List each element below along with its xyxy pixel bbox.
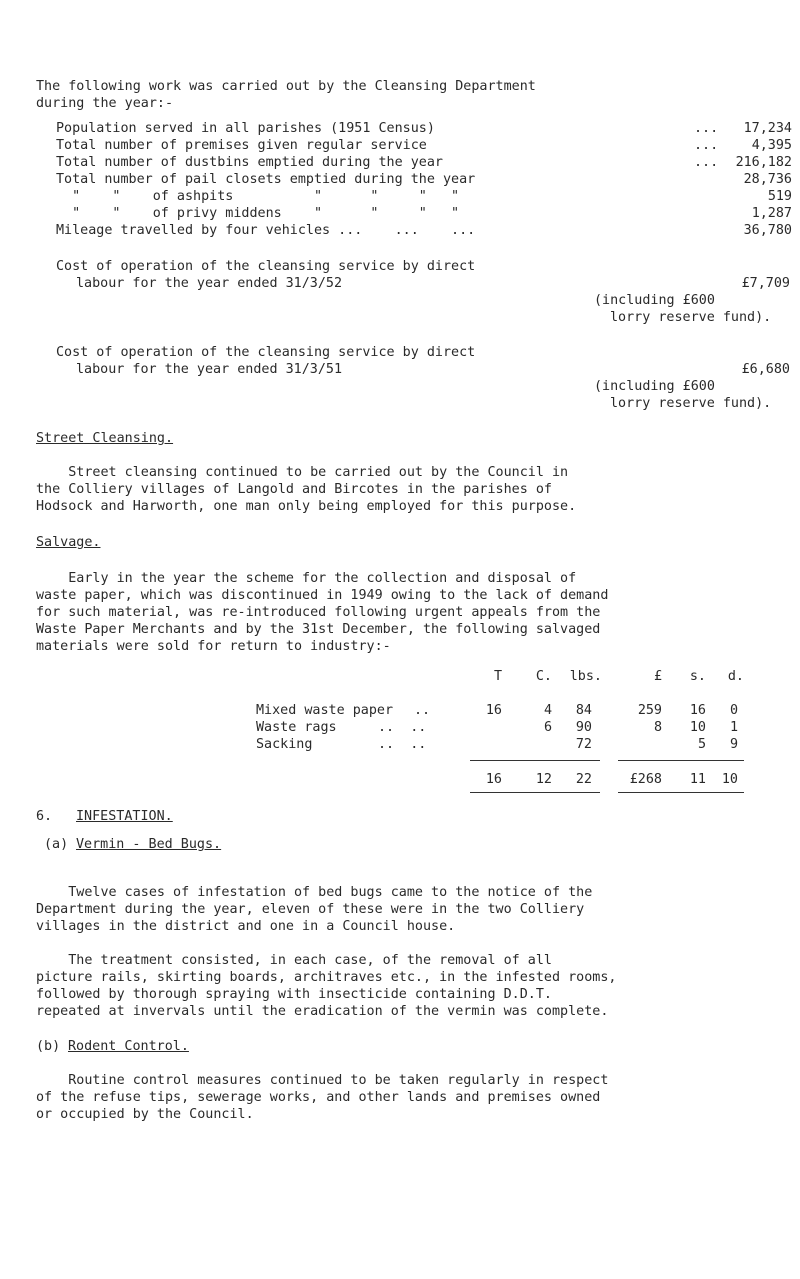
stat-value: 519	[767, 189, 792, 204]
table-cell-lbs: 84	[575, 703, 592, 718]
stat-value: 216,182	[735, 155, 792, 170]
total-shillings: 11	[689, 772, 706, 787]
stat-label: Population served in all parishes (1951 Census)	[56, 121, 435, 136]
table-cell-shillings: 16	[689, 703, 706, 718]
cost-2-line-2: labour for the year ended 31/3/51	[76, 362, 343, 377]
stat-label: Total number of premises given regular service	[56, 138, 427, 153]
rodent-paragraph-line: or occupied by the Council.	[36, 1107, 254, 1122]
totals-rule-money	[618, 760, 744, 761]
subsection-b-heading: Rodent Control.	[68, 1039, 189, 1054]
table-row-dots: .. ..	[378, 737, 427, 752]
cost-1-line-2: labour for the year ended 31/3/52	[76, 276, 343, 291]
table-cell-pounds: 8	[653, 720, 662, 735]
cost-1-note-1: (including £600	[594, 293, 715, 308]
table-cell-shillings: 10	[689, 720, 706, 735]
stat-label: Total number of pail closets emptied during the year	[56, 172, 476, 187]
total-pence: 10	[721, 772, 738, 787]
street-cleansing-heading: Street Cleansing.	[36, 431, 174, 446]
salvage-paragraph-line: for such material, was re-introduced following urgent appeals from the	[36, 605, 601, 620]
cost-1-note-2: lorry reserve fund).	[610, 310, 772, 325]
total-pounds: £268	[629, 772, 662, 787]
treatment-paragraph-line: repeated at invervals until the eradication of the vermin was complete.	[36, 1004, 609, 1019]
table-cell-cwt: 4	[543, 703, 552, 718]
table-row-item: Mixed waste paper	[256, 703, 394, 718]
table-row-item: Sacking	[256, 737, 313, 752]
stat-value: 36,780	[743, 223, 792, 238]
cost-1-line-1: Cost of operation of the cleansing service by direct	[56, 259, 476, 274]
table-cell-lbs: 90	[575, 720, 592, 735]
stat-label: Total number of dustbins emptied during the year	[56, 155, 443, 170]
salvage-paragraph-line: Early in the year the scheme for the collection and disposal of	[36, 571, 577, 586]
cost-2-amount: £6,680	[741, 362, 790, 377]
totals-rule-weight-bottom	[470, 792, 600, 793]
table-cell-pence: 9	[729, 737, 738, 752]
stat-dots: ...	[694, 155, 719, 170]
table-cell-pence: 0	[729, 703, 738, 718]
subsection-b-label: (b)	[36, 1039, 61, 1054]
table-row-dots: ..	[414, 703, 431, 718]
treatment-paragraph-line: The treatment consisted, in each case, of the removal of all	[36, 953, 552, 968]
subsection-a-label: (a)	[44, 837, 69, 852]
stat-dots: ...	[694, 138, 719, 153]
salvage-paragraph-line: materials were sold for return to industry:-	[36, 639, 391, 654]
salvage-heading: Salvage.	[36, 535, 101, 550]
table-row-dots: .. ..	[378, 720, 427, 735]
rodent-paragraph-line: Routine control measures continued to be taken regularly in respect	[36, 1073, 609, 1088]
table-cell-tons: 16	[485, 703, 502, 718]
infestation-paragraph-line: Department during the year, eleven of these were in the two Colliery	[36, 902, 585, 917]
stat-dots: ...	[694, 121, 719, 136]
stat-value: 4,395	[751, 138, 792, 153]
cost-2-note-1: (including £600	[594, 379, 715, 394]
table-cell-cwt: 6	[543, 720, 552, 735]
total-cwt: 12	[535, 772, 552, 787]
col-header-shillings: s.	[689, 669, 706, 684]
subsection-a-heading: Vermin - Bed Bugs.	[76, 837, 222, 852]
street-paragraph-line: Hodsock and Harworth, one man only being employed for this purpose.	[36, 499, 577, 514]
cost-1-amount: £7,709	[741, 276, 790, 291]
salvage-paragraph-line: waste paper, which was discontinued in 1949 owing to the lack of demand	[36, 588, 609, 603]
table-cell-lbs: 72	[575, 737, 592, 752]
stat-value: 17,234	[743, 121, 792, 136]
col-header-lbs: lbs.	[569, 669, 602, 684]
col-header-cwt: C.	[535, 669, 552, 684]
totals-rule-weight	[470, 760, 600, 761]
street-paragraph-line: Street cleansing continued to be carried out by the Council in	[36, 465, 569, 480]
table-cell-shillings: 5	[697, 737, 706, 752]
stat-label: " " of privy middens " " " "	[56, 206, 460, 221]
total-lbs: 22	[575, 772, 592, 787]
treatment-paragraph-line: picture rails, skirting boards, architraves etc., in the infested rooms,	[36, 970, 617, 985]
totals-rule-money-bottom	[618, 792, 744, 793]
section-number: 6.	[36, 809, 53, 824]
rodent-paragraph-line: of the refuse tips, sewerage works, and other lands and premises owned	[36, 1090, 601, 1105]
col-header-pence: d.	[727, 669, 744, 684]
table-cell-pounds: 259	[637, 703, 662, 718]
cost-2-line-1: Cost of operation of the cleansing service by direct	[56, 345, 476, 360]
cost-2-note-2: lorry reserve fund).	[610, 396, 772, 411]
stat-value: 28,736	[743, 172, 792, 187]
col-header-tons: T	[493, 669, 502, 684]
col-header-pounds: £	[653, 669, 662, 684]
infestation-heading: INFESTATION.	[76, 809, 173, 824]
table-row-item: Waste rags	[256, 720, 337, 735]
infestation-paragraph-line: Twelve cases of infestation of bed bugs came to the notice of the	[36, 885, 593, 900]
stat-label: " " of ashpits " " " "	[56, 189, 460, 204]
stat-label: Mileage travelled by four vehicles ... ... ...	[56, 223, 476, 238]
treatment-paragraph-line: followed by thorough spraying with insecticide containing D.D.T.	[36, 987, 552, 1002]
infestation-paragraph-line: villages in the district and one in a Council house.	[36, 919, 456, 934]
total-tons: 16	[485, 772, 502, 787]
intro-line-1: The following work was carried out by the Cleansing Department	[36, 79, 536, 94]
salvage-paragraph-line: Waste Paper Merchants and by the 31st December, the following salvaged	[36, 622, 601, 637]
stat-value: 1,287	[751, 206, 792, 221]
table-cell-pence: 1	[729, 720, 738, 735]
street-paragraph-line: the Colliery villages of Langold and Bircotes in the parishes of	[36, 482, 552, 497]
intro-line-2: during the year:-	[36, 96, 174, 111]
